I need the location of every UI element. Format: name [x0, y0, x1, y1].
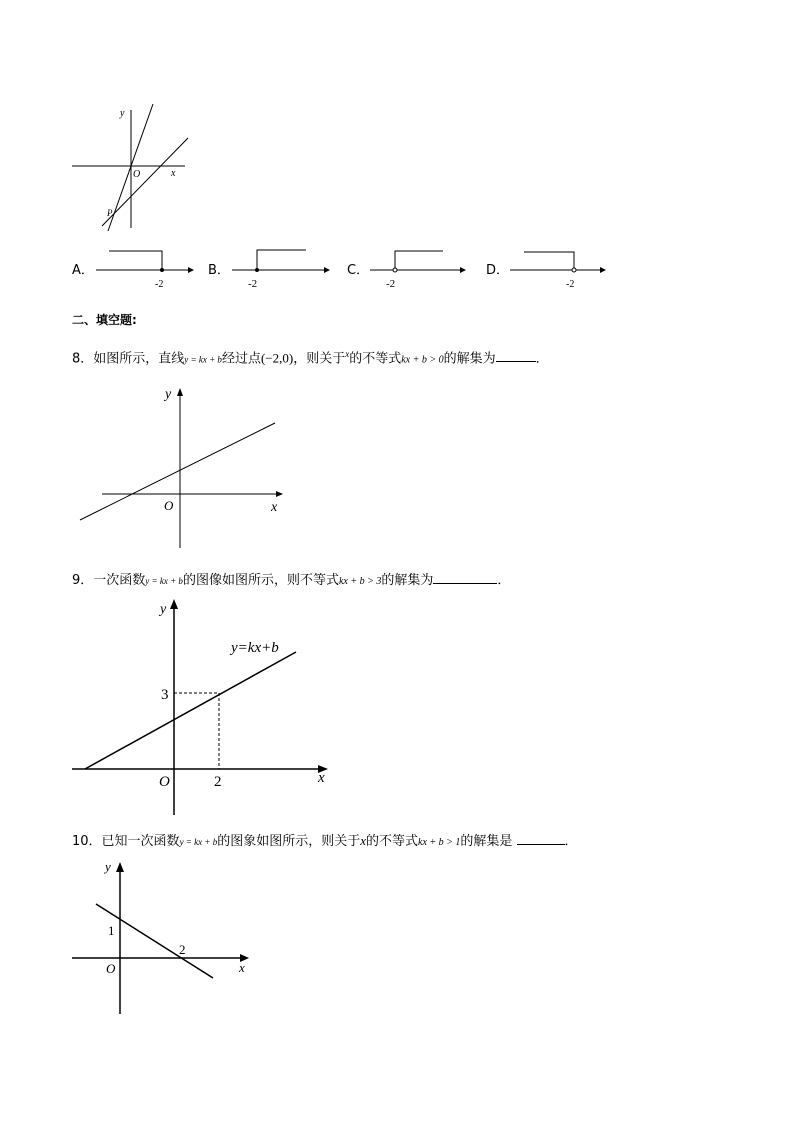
- q8-formula-ineq: kx + b > 0: [401, 354, 444, 366]
- q10-text-2: 的图象如图所示，则关于: [217, 834, 361, 849]
- y-axis-label: y: [105, 859, 111, 874]
- option-b-tick: -2: [248, 278, 258, 290]
- option-c-tick: -2: [386, 278, 396, 290]
- q8-point: (−2,0): [260, 350, 294, 366]
- x-axis-label: x: [171, 168, 176, 179]
- q10-number: 10．: [72, 834, 102, 849]
- section-title: 二、填空题:: [72, 313, 137, 327]
- y-axis-label: y: [160, 602, 167, 617]
- q8-answer-blank[interactable]: [496, 349, 536, 362]
- y-axis-arrow: [170, 599, 178, 609]
- line-label: y=kx+b: [231, 640, 279, 656]
- q8-var: x: [345, 349, 350, 359]
- q8-text-1: 如图所示，直线: [93, 351, 185, 367]
- q9-number: 9．: [72, 573, 94, 588]
- q9-text: [72, 571, 510, 590]
- q9-text-2: 的图像如图所示，则不等式: [182, 573, 339, 588]
- x-tick-2: 2: [214, 774, 222, 790]
- y-axis-arrow: [116, 862, 124, 872]
- q10-formula-line: y = kx + b: [179, 837, 218, 847]
- y-axis-arrow: [177, 388, 183, 396]
- y-tick-3: 3: [161, 687, 169, 703]
- option-c-letter[interactable]: C．: [347, 263, 370, 278]
- line-shallow: [102, 138, 188, 226]
- x-axis-label: x: [318, 770, 325, 786]
- q10-text: [72, 832, 578, 851]
- y-axis-label: y: [165, 387, 172, 402]
- x-axis-arrow: [276, 491, 283, 497]
- point-p-label: P: [107, 208, 113, 218]
- q9-end: ．: [497, 573, 511, 588]
- graph-line: [85, 652, 296, 769]
- q10-end: ．: [564, 834, 578, 849]
- q9-text-3: 的解集为: [381, 573, 434, 588]
- y-axis-label: y: [120, 108, 125, 119]
- q10-var: x: [360, 833, 366, 848]
- option-a-tick: -2: [155, 279, 164, 290]
- q10-text-4: 的解集是: [460, 834, 513, 849]
- q8-text: [72, 346, 549, 368]
- option-b-numberline: [230, 246, 340, 290]
- q10-formula-ineq: kx + b > 1: [418, 837, 461, 848]
- option-b-letter[interactable]: B．: [208, 263, 230, 278]
- q8-end: ．: [535, 351, 549, 367]
- x-axis-label: x: [271, 500, 278, 515]
- q8-text-5: 的解集为: [443, 351, 496, 367]
- q10-text-3: 的不等式: [366, 834, 419, 849]
- q8-formula-line: y = kx + b: [184, 354, 222, 365]
- option-a-letter[interactable]: A．: [72, 263, 94, 278]
- origin-label: O: [133, 169, 141, 180]
- x-axis-label: x: [239, 960, 245, 975]
- y-tick-1: 1: [108, 923, 115, 938]
- x-tick-2: 2: [179, 942, 186, 957]
- option-c-numberline: [368, 246, 478, 290]
- graph-line: [80, 423, 275, 520]
- origin-label: O: [164, 498, 174, 513]
- q9-text-1: 一次函数: [93, 573, 146, 588]
- q8-text-2: 经过点: [221, 351, 261, 367]
- q10-answer-blank[interactable]: [517, 832, 565, 845]
- q8-text-4: 的不等式: [349, 351, 402, 367]
- q10-graph: [68, 856, 258, 1016]
- origin-label: O: [159, 774, 170, 790]
- q7-graph: [60, 98, 200, 238]
- q9-answer-blank[interactable]: [433, 571, 497, 584]
- q8-number: 8．: [72, 351, 94, 367]
- option-d-letter[interactable]: D．: [486, 263, 510, 278]
- q8-graph: [72, 380, 292, 555]
- origin-label: O: [106, 961, 116, 976]
- q9-formula-line: y = kx + b: [145, 576, 183, 586]
- q9-graph: [68, 597, 338, 819]
- option-d-tick: -2: [566, 279, 575, 290]
- q10-text-1: 已知一次函数: [101, 834, 180, 849]
- option-a-numberline: [94, 246, 204, 290]
- q9-formula-ineq: kx + b > 3: [338, 576, 382, 587]
- option-d-numberline: [508, 246, 618, 290]
- q8-text-3: ，则关于: [293, 351, 346, 367]
